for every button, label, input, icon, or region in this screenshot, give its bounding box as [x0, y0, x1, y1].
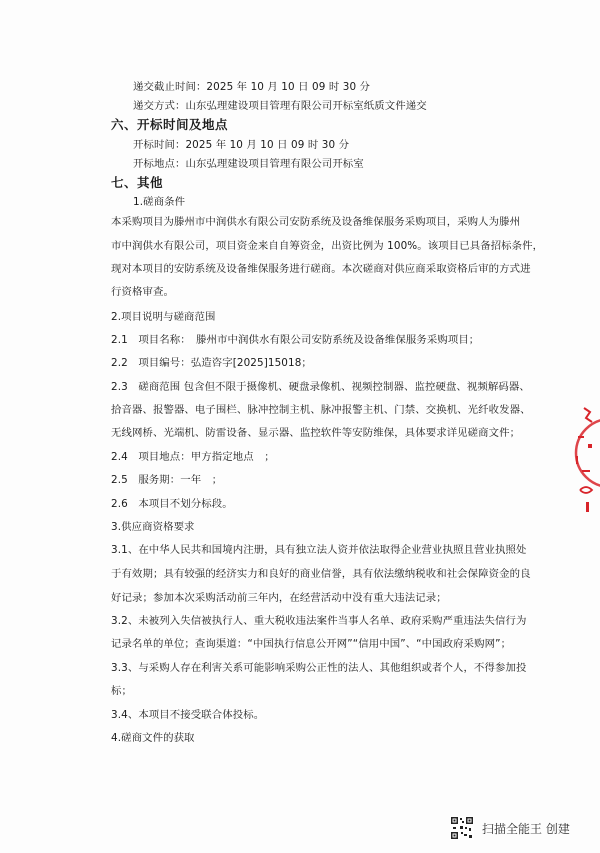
text-line: 行资格审查。	[111, 286, 174, 298]
text-line: 无线网桥、光端机、防雷设备、显示器、监控软件等安防维保，具体要求详见磋商文件；	[111, 427, 521, 439]
text-line: 2.4 项目地点：甲方指定地点 ；	[111, 451, 275, 463]
text-line: 标；	[111, 685, 132, 697]
text-line: 递交方式：山东弘理建设项目管理有限公司开标室纸质文件递交	[133, 100, 427, 112]
text-line: 本采购项目为滕州市中润供水有限公司安防系统及设备维保服务采购项目，采购人为滕州	[111, 216, 521, 228]
text-line: 2.5 服务期：一年 ；	[111, 474, 223, 486]
text-line: 3.4、本项目不接受联合体投标。	[111, 709, 265, 721]
qr-code-icon	[450, 816, 474, 840]
text-line: 开标地点：山东弘理建设项目管理有限公司开标室	[133, 158, 364, 170]
text-line: 2.项目说明与磋商范围	[111, 311, 216, 323]
text-line: 递交截止时间：2025 年 10 月 10 日 09 时 30 分	[133, 81, 371, 93]
watermark-label: 扫描全能王 创建	[482, 821, 570, 836]
text-line: 2.2 项目编号：弘造咨字[2025]15018；	[111, 357, 312, 369]
text-line: 3.2、未被列入失信被执行人、重大税收违法案件当事人名单、政府采购严重违法失信行为	[111, 615, 527, 627]
text-line: 4.磋商文件的获取	[111, 732, 195, 744]
seal-stamp	[570, 378, 600, 528]
text-line: 2.3 磋商范围 包含但不限于摄像机、硬盘录像机、视频控制器、监控硬盘、视频解码器、	[111, 381, 530, 393]
text-line: 3.3、与采购人存在利害关系可能影响采购公正性的法人、其他组织或者个人，不得参加投	[111, 662, 527, 674]
text-line: 好记录；参加本次采购活动前三年内，在经营活动中没有重大违法记录；	[111, 592, 447, 604]
text-line: 开标时间：2025 年 10 月 10 日 09 时 30 分	[133, 139, 350, 151]
text-line: 2.1 项目名称： 滕州市中润供水有限公司安防系统及设备维保服务采购项目；	[111, 334, 480, 346]
text-line: 2.6 本项目不划分标段。	[111, 498, 233, 510]
section-heading: 六、开标时间及地点	[111, 117, 229, 132]
text-line: 1.磋商条件	[133, 196, 186, 208]
text-line: 于有效期；具有较强的经济实力和良好的商业信誉，具有依法缴纳税收和社会保障资金的良	[111, 568, 531, 580]
text-line: 现对本项目的安防系统及设备维保服务进行磋商。本次磋商对供应商采取资格后审的方式进	[111, 263, 531, 275]
text-line: 3.1、在中华人民共和国境内注册，具有独立法人资并依法取得企业营业执照且营业执照处	[111, 544, 527, 556]
section-heading: 七、其他	[111, 175, 164, 190]
scanner-watermark	[450, 815, 590, 841]
text-line: 拾音器、报警器、电子围栏、脉冲控制主机、脉冲报警主机、门禁、交换机、光纤收发器、	[111, 404, 531, 416]
text-line: 记录名单的单位；查询渠道：“中国执行信息公开网”“信用中国”、“中国政府采购网”；	[111, 638, 512, 650]
text-line: 3.供应商资格要求	[111, 521, 195, 533]
text-line: 市中润供水有限公司，项目资金来自自筹资金，出资比例为 100%。该项目已具备招标条件，	[111, 240, 544, 252]
